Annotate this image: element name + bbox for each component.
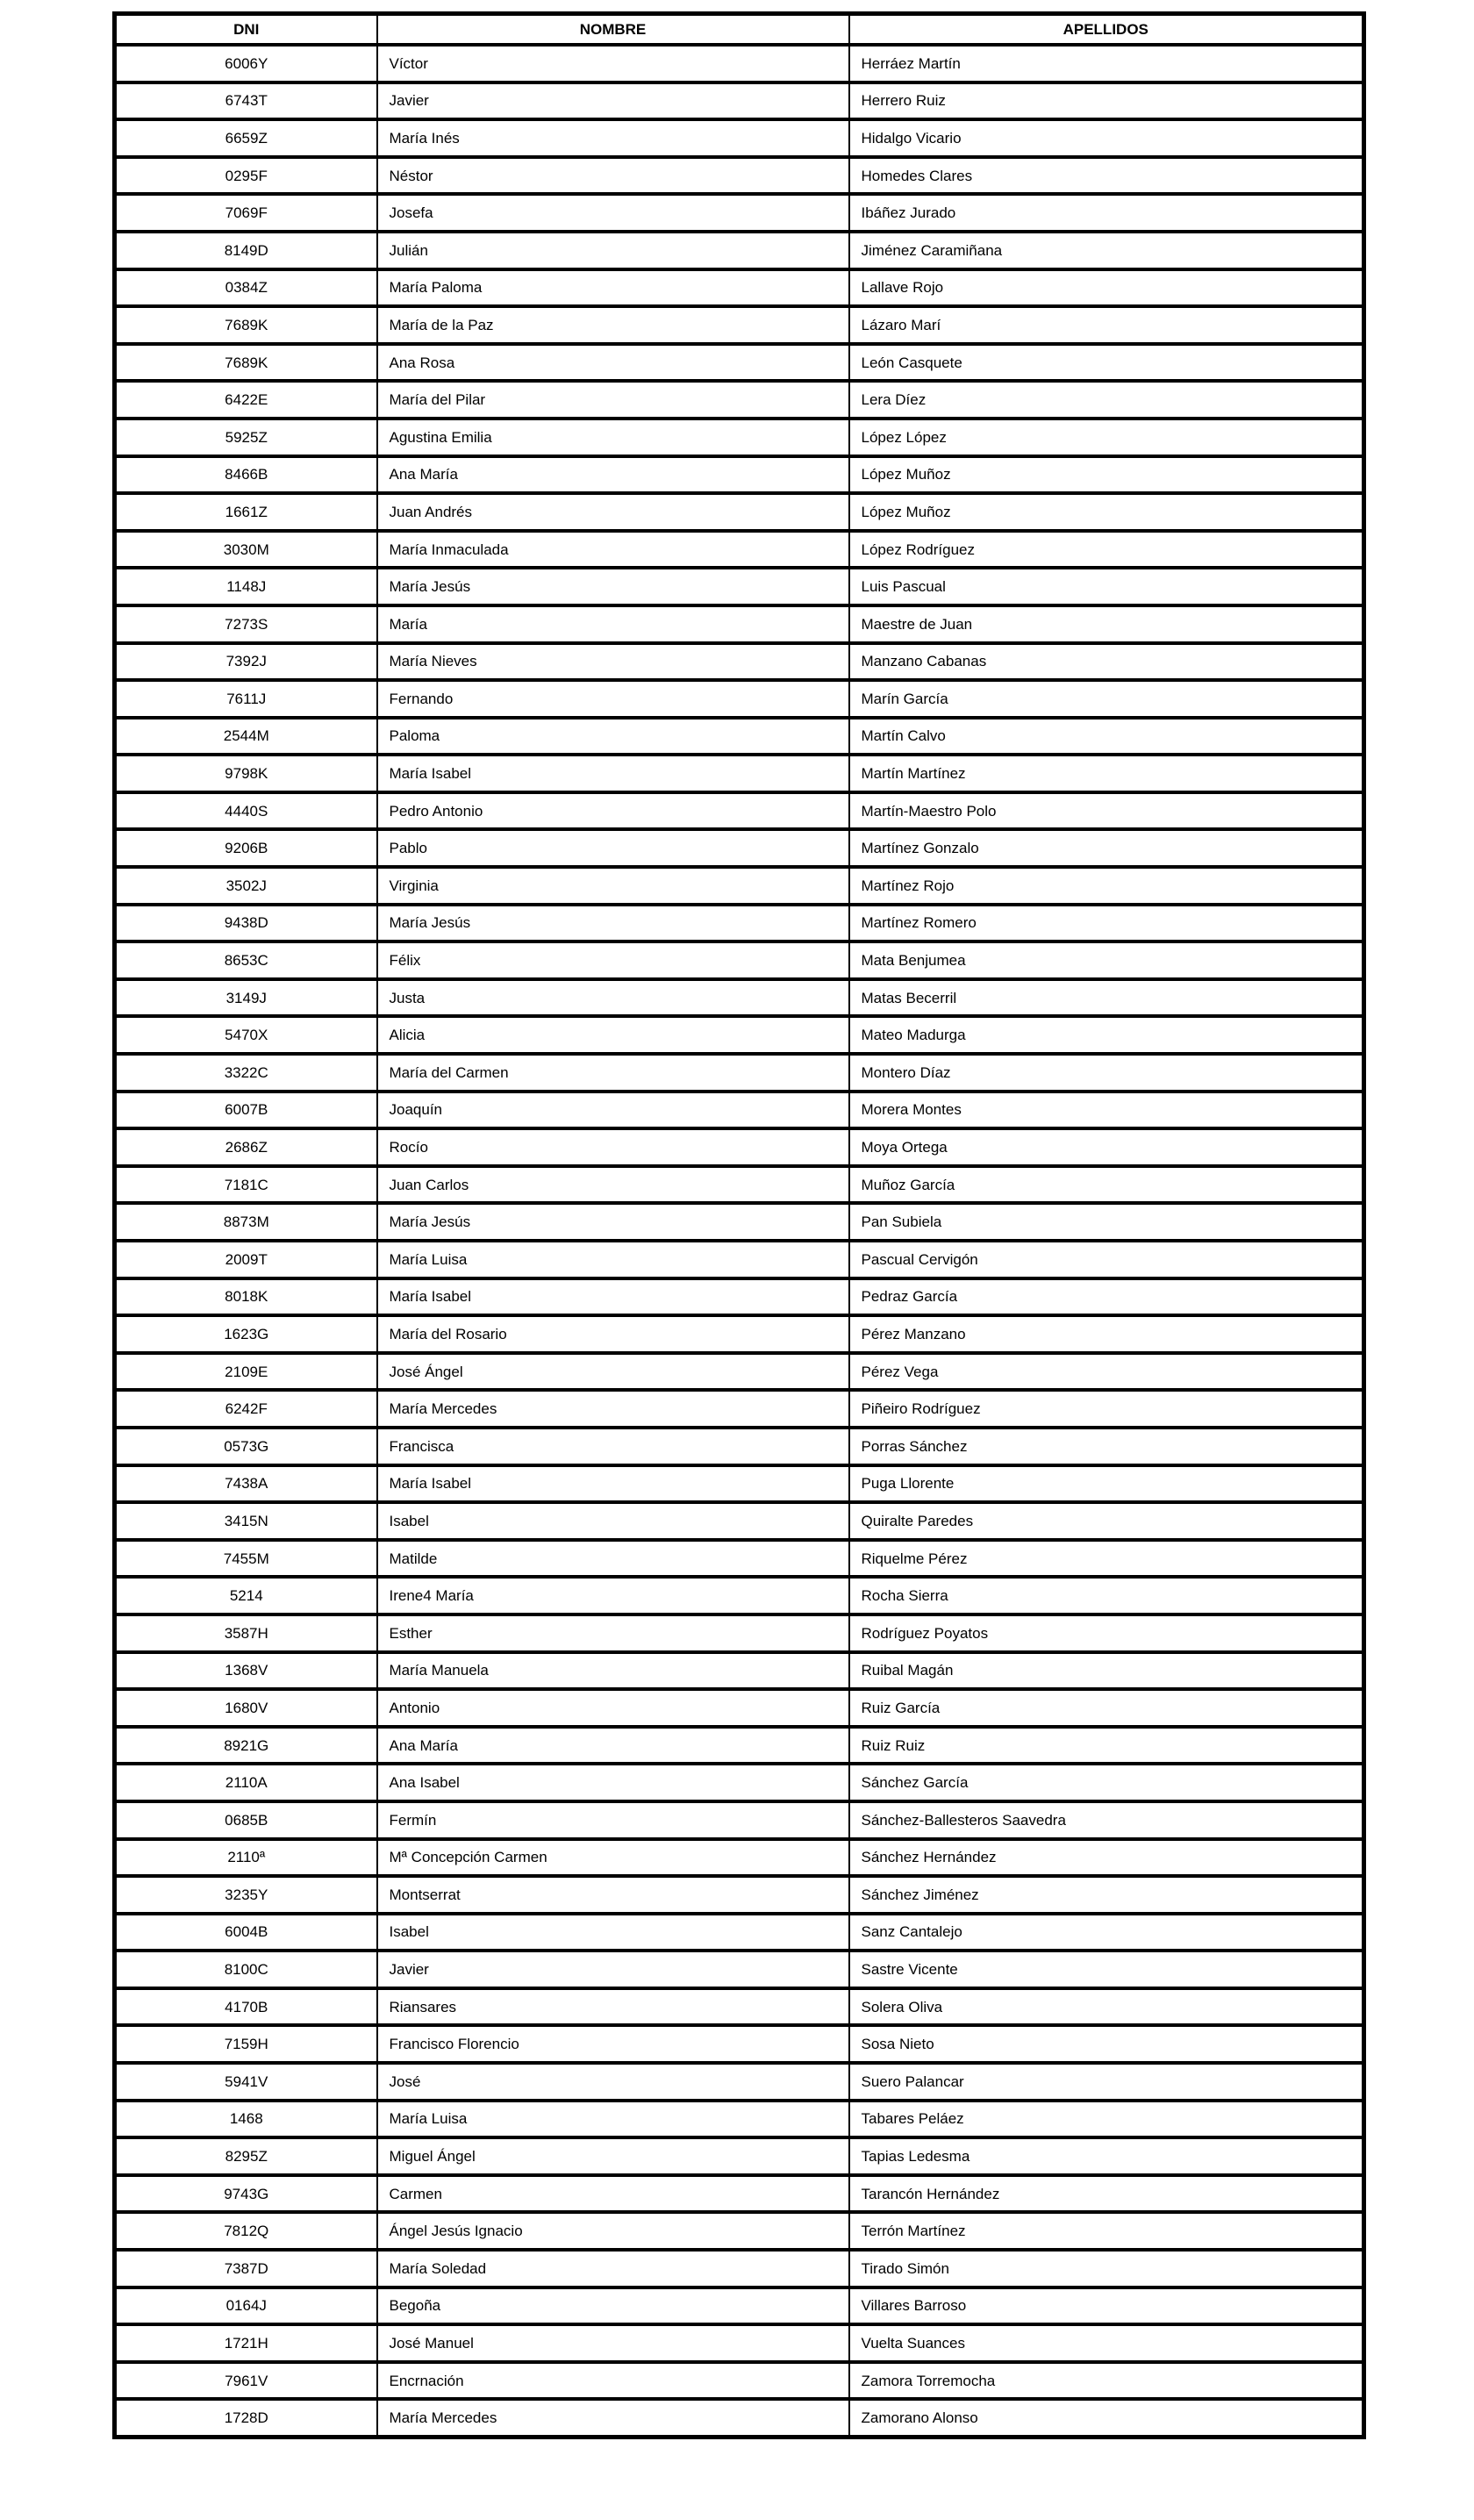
nombre-cell: Isabel [377,1914,849,1951]
nombre-cell: Juan Andrés [377,493,849,531]
dni-cell: 8653C [115,941,377,979]
dni-cell: 8295Z [115,2137,377,2175]
nombre-cell: Félix [377,941,849,979]
dni-cell: 9438D [115,905,377,942]
table-row [115,979,1364,1017]
nombre-cell: Pedro Antonio [377,792,849,830]
apellidos-cell: López Muñoz [849,456,1364,494]
apellidos-cell: Mata Benjumea [849,941,1364,979]
table-row [115,493,1364,531]
dni-cell: 7159H [115,2025,377,2063]
apellidos-cell: Solera Oliva [849,1988,1364,2026]
dni-cell: 4440S [115,792,377,830]
nombre-cell: José Ángel [377,1353,849,1391]
apellidos-cell: Tabares Peláez [849,2101,1364,2138]
nombre-cell: Pablo [377,829,849,867]
apellidos-cell: Matas Becerril [849,979,1364,1017]
table-row [115,792,1364,830]
nombre-cell: María del Rosario [377,1315,849,1353]
apellidos-cell: Herrero Ruiz [849,82,1364,120]
dni-cell: 3235Y [115,1876,377,1914]
dni-cell: 3030M [115,531,377,569]
apellidos-cell: Martín Calvo [849,718,1364,755]
apellidos-cell: López Rodríguez [849,531,1364,569]
nombre-cell: Joaquín [377,1092,849,1129]
dni-cell: 8149D [115,232,377,269]
apellidos-cell: León Casquete [849,344,1364,382]
nombre-cell: Javier [377,82,849,120]
table-row [115,1652,1364,1690]
apellidos-cell: Manzano Cabanas [849,643,1364,681]
dni-cell: 1623G [115,1315,377,1353]
apellidos-cell: Herráez Martín [849,45,1364,82]
apellidos-cell: Puga Llorente [849,1465,1364,1503]
table-row [115,1278,1364,1316]
dni-cell: 7273S [115,605,377,643]
dni-cell: 7812Q [115,2212,377,2250]
nombre-cell: María de la Paz [377,306,849,344]
dni-cell: 2110ª [115,1839,377,1877]
apellidos-cell: Martínez Rojo [849,867,1364,905]
dni-cell: 7387D [115,2250,377,2287]
table-row [115,2212,1364,2250]
header-row [115,14,1364,46]
nombre-cell: Riansares [377,1988,849,2026]
apellidos-cell: Ruibal Magán [849,1652,1364,1690]
table-row [115,905,1364,942]
nombre-cell: Antonio [377,1689,849,1727]
nombre-cell: Ana María [377,456,849,494]
dni-cell: 3322C [115,1054,377,1092]
nombre-cell: Ana Isabel [377,1764,849,1801]
nombre-cell: María Soledad [377,2250,849,2287]
dni-cell: 2109E [115,1353,377,1391]
dni-cell: 5941V [115,2063,377,2101]
table-row [115,119,1364,157]
dni-cell: 8100C [115,1951,377,1988]
dni-cell: 2544M [115,718,377,755]
nombre-cell: Francisco Florencio [377,2025,849,2063]
dni-cell: 0295F [115,157,377,195]
dni-cell: 8873M [115,1203,377,1241]
apellidos-cell: Martín-Maestro Polo [849,792,1364,830]
nombre-cell: María Inmaculada [377,531,849,569]
table-row [115,1727,1364,1765]
nombre-cell: Fermín [377,1801,849,1839]
table-row [115,1166,1364,1204]
apellidos-cell: Tirado Simón [849,2250,1364,2287]
table-row [115,1577,1364,1614]
nombre-cell: José Manuel [377,2324,849,2362]
apellidos-cell: Muñoz García [849,1166,1364,1204]
dni-cell: 1368V [115,1652,377,1690]
dni-cell: 0384Z [115,269,377,307]
dni-cell: 7455M [115,1540,377,1578]
apellidos-cell: Sastre Vicente [849,1951,1364,1988]
table-row [115,1054,1364,1092]
dni-cell: 6242F [115,1390,377,1428]
apellidos-cell: Quiralte Paredes [849,1502,1364,1540]
table-row [115,1502,1364,1540]
dni-cell: 7611J [115,680,377,718]
apellidos-cell: Pan Subiela [849,1203,1364,1241]
apellidos-cell: Tarancón Hernández [849,2175,1364,2213]
table-row [115,755,1364,792]
dni-cell: 1680V [115,1689,377,1727]
apellidos-cell: Sanz Cantalejo [849,1914,1364,1951]
apellidos-cell: Riquelme Pérez [849,1540,1364,1578]
apellidos-cell: Rodríguez Poyatos [849,1614,1364,1652]
nombre-cell: Julián [377,232,849,269]
apellidos-cell: Zamora Torremocha [849,2362,1364,2400]
nombre-cell: Justa [377,979,849,1017]
apellidos-cell: Sánchez Hernández [849,1839,1364,1877]
nombre-cell: Virginia [377,867,849,905]
apellidos-cell: Ruiz García [849,1689,1364,1727]
apellidos-cell: Sánchez García [849,1764,1364,1801]
dni-cell: 7961V [115,2362,377,2400]
table-row [115,531,1364,569]
apellidos-cell: Martínez Gonzalo [849,829,1364,867]
apellidos-cell: Martín Martínez [849,755,1364,792]
table-row [115,1689,1364,1727]
dni-cell: 8921G [115,1727,377,1765]
nombre-cell: Rocío [377,1128,849,1166]
table-row [115,1801,1364,1839]
table-row [115,680,1364,718]
table-row [115,1839,1364,1877]
nombre-cell: Paloma [377,718,849,755]
table-row [115,1614,1364,1652]
nombre-cell: Carmen [377,2175,849,2213]
apellidos-cell: Pérez Manzano [849,1315,1364,1353]
nombre-cell: María Inés [377,119,849,157]
nombre-cell: Fernando [377,680,849,718]
nombre-cell: Néstor [377,157,849,195]
nombre-cell: María Paloma [377,269,849,307]
dni-cell: 0164J [115,2287,377,2325]
table-row [115,1465,1364,1503]
table-row [115,232,1364,269]
apellidos-cell: Pedraz García [849,1278,1364,1316]
apellidos-cell: Moya Ortega [849,1128,1364,1166]
dni-cell: 6004B [115,1914,377,1951]
nombre-cell: Ángel Jesús Ignacio [377,2212,849,2250]
nombre-cell: José [377,2063,849,2101]
dni-cell: 7181C [115,1166,377,1204]
apellidos-cell: Vuelta Suances [849,2324,1364,2362]
table-row [115,344,1364,382]
dni-cell: 3415N [115,1502,377,1540]
nombre-cell: Irene4 María [377,1577,849,1614]
table-row [115,2025,1364,2063]
apellidos-cell: Piñeiro Rodríguez [849,1390,1364,1428]
table-row [115,867,1364,905]
dni-cell: 4170B [115,1988,377,2026]
nombre-cell: María Nieves [377,643,849,681]
nombre-cell: María Isabel [377,1465,849,1503]
table-row [115,306,1364,344]
dni-cell: 1728D [115,2399,377,2437]
table-row [115,82,1364,120]
apellidos-cell: Maestre de Juan [849,605,1364,643]
nombre-cell: María Luisa [377,1241,849,1278]
apellidos-cell: Lallave Rojo [849,269,1364,307]
table-row [115,45,1364,82]
nombre-cell: Javier [377,1951,849,1988]
table-row [115,2399,1364,2437]
nombre-cell: María Manuela [377,1652,849,1690]
dni-cell: 0573G [115,1428,377,1465]
nombre-cell: Montserrat [377,1876,849,1914]
table-row [115,2287,1364,2325]
table-row [115,419,1364,456]
dni-cell: 1661Z [115,493,377,531]
nombre-cell: Miguel Ángel [377,2137,849,2175]
nombre-cell: María del Pilar [377,381,849,419]
apellidos-cell: Hidalgo Vicario [849,119,1364,157]
table-row [115,1315,1364,1353]
table-row [115,1951,1364,1988]
dni-cell: 7069F [115,194,377,232]
table-row [115,194,1364,232]
table-row [115,718,1364,755]
column-header-apellidos: APELLIDOS [849,14,1364,46]
dni-cell: 0685B [115,1801,377,1839]
apellidos-cell: Mateo Madurga [849,1016,1364,1054]
dni-cell: 6006Y [115,45,377,82]
apellidos-cell: López Muñoz [849,493,1364,531]
apellidos-cell: Rocha Sierra [849,1577,1364,1614]
table-row [115,456,1364,494]
apellidos-cell: Luis Pascual [849,568,1364,605]
table-row [115,2137,1364,2175]
table-row [115,2324,1364,2362]
apellidos-cell: Sosa Nieto [849,2025,1364,2063]
apellidos-cell: Pérez Vega [849,1353,1364,1391]
apellidos-cell: Ibáñez Jurado [849,194,1364,232]
dni-cell: 5470X [115,1016,377,1054]
dni-cell: 3149J [115,979,377,1017]
nombre-cell: María Jesús [377,905,849,942]
nombre-cell: Agustina Emilia [377,419,849,456]
nombre-cell: María Jesús [377,1203,849,1241]
apellidos-cell: Marín García [849,680,1364,718]
table-row [115,643,1364,681]
nombre-cell: María Mercedes [377,2399,849,2437]
roster-table [112,11,1366,2439]
nombre-cell: Esther [377,1614,849,1652]
nombre-cell: Juan Carlos [377,1166,849,1204]
table-row [115,1914,1364,1951]
nombre-cell: Víctor [377,45,849,82]
dni-cell: 6659Z [115,119,377,157]
apellidos-cell: Lera Díez [849,381,1364,419]
dni-cell: 6422E [115,381,377,419]
apellidos-cell: Tapias Ledesma [849,2137,1364,2175]
table-row [115,1016,1364,1054]
apellidos-cell: Porras Sánchez [849,1428,1364,1465]
dni-cell: 5214 [115,1577,377,1614]
table-row [115,2250,1364,2287]
apellidos-cell: Villares Barroso [849,2287,1364,2325]
apellidos-cell: Lázaro Marí [849,306,1364,344]
table-row [115,2101,1364,2138]
nombre-cell: Isabel [377,1502,849,1540]
table-row [115,1241,1364,1278]
table-row [115,1092,1364,1129]
apellidos-cell: Jiménez Caramiñana [849,232,1364,269]
table-row [115,1428,1364,1465]
nombre-cell: María Isabel [377,1278,849,1316]
table-row [115,1876,1364,1914]
apellidos-cell: Morera Montes [849,1092,1364,1129]
dni-cell: 2686Z [115,1128,377,1166]
dni-cell: 2110A [115,1764,377,1801]
nombre-cell: María Jesús [377,568,849,605]
dni-cell: 6007B [115,1092,377,1129]
dni-cell: 5925Z [115,419,377,456]
nombre-cell: María [377,605,849,643]
apellidos-cell: Suero Palancar [849,2063,1364,2101]
table-row [115,157,1364,195]
apellidos-cell: Sánchez Jiménez [849,1876,1364,1914]
dni-cell: 7392J [115,643,377,681]
dni-cell: 3587H [115,1614,377,1652]
nombre-cell: Encrnación [377,2362,849,2400]
column-header-dni: DNI [115,14,377,46]
dni-cell: 2009T [115,1241,377,1278]
table-row [115,2175,1364,2213]
nombre-cell: Ana María [377,1727,849,1765]
dni-cell: 6743T [115,82,377,120]
table-row [115,1764,1364,1801]
apellidos-cell: Ruiz Ruiz [849,1727,1364,1765]
table-row [115,2063,1364,2101]
nombre-cell: Mª Concepción Carmen [377,1839,849,1877]
table-row [115,1540,1364,1578]
nombre-cell: Matilde [377,1540,849,1578]
dni-cell: 1721H [115,2324,377,2362]
dni-cell: 7438A [115,1465,377,1503]
table-row [115,605,1364,643]
dni-cell: 9743G [115,2175,377,2213]
dni-cell: 1148J [115,568,377,605]
apellidos-cell: Martínez Romero [849,905,1364,942]
apellidos-cell: Pascual Cervigón [849,1241,1364,1278]
table-row [115,1988,1364,2026]
table-row [115,1203,1364,1241]
table-row [115,568,1364,605]
table-row [115,829,1364,867]
apellidos-cell: Sánchez-Ballesteros Saavedra [849,1801,1364,1839]
dni-cell: 7689K [115,344,377,382]
nombre-cell: Ana Rosa [377,344,849,382]
table-row [115,1353,1364,1391]
dni-cell: 7689K [115,306,377,344]
nombre-cell: Josefa [377,194,849,232]
nombre-cell: Alicia [377,1016,849,1054]
nombre-cell: María del Carmen [377,1054,849,1092]
table-row [115,269,1364,307]
dni-cell: 1468 [115,2101,377,2138]
dni-cell: 9206B [115,829,377,867]
table-row [115,381,1364,419]
apellidos-cell: López López [849,419,1364,456]
nombre-cell: Francisca [377,1428,849,1465]
nombre-cell: María Mercedes [377,1390,849,1428]
dni-cell: 9798K [115,755,377,792]
nombre-cell: María Isabel [377,755,849,792]
apellidos-cell: Zamorano Alonso [849,2399,1364,2437]
nombre-cell: Begoña [377,2287,849,2325]
table-row [115,941,1364,979]
dni-cell: 3502J [115,867,377,905]
dni-cell: 8018K [115,1278,377,1316]
table-row [115,1128,1364,1166]
table-row [115,1390,1364,1428]
dni-cell: 8466B [115,456,377,494]
apellidos-cell: Terrón Martínez [849,2212,1364,2250]
nombre-cell: María Luisa [377,2101,849,2138]
table-row [115,2362,1364,2400]
apellidos-cell: Montero Díaz [849,1054,1364,1092]
column-header-nombre: NOMBRE [377,14,849,46]
apellidos-cell: Homedes Clares [849,157,1364,195]
